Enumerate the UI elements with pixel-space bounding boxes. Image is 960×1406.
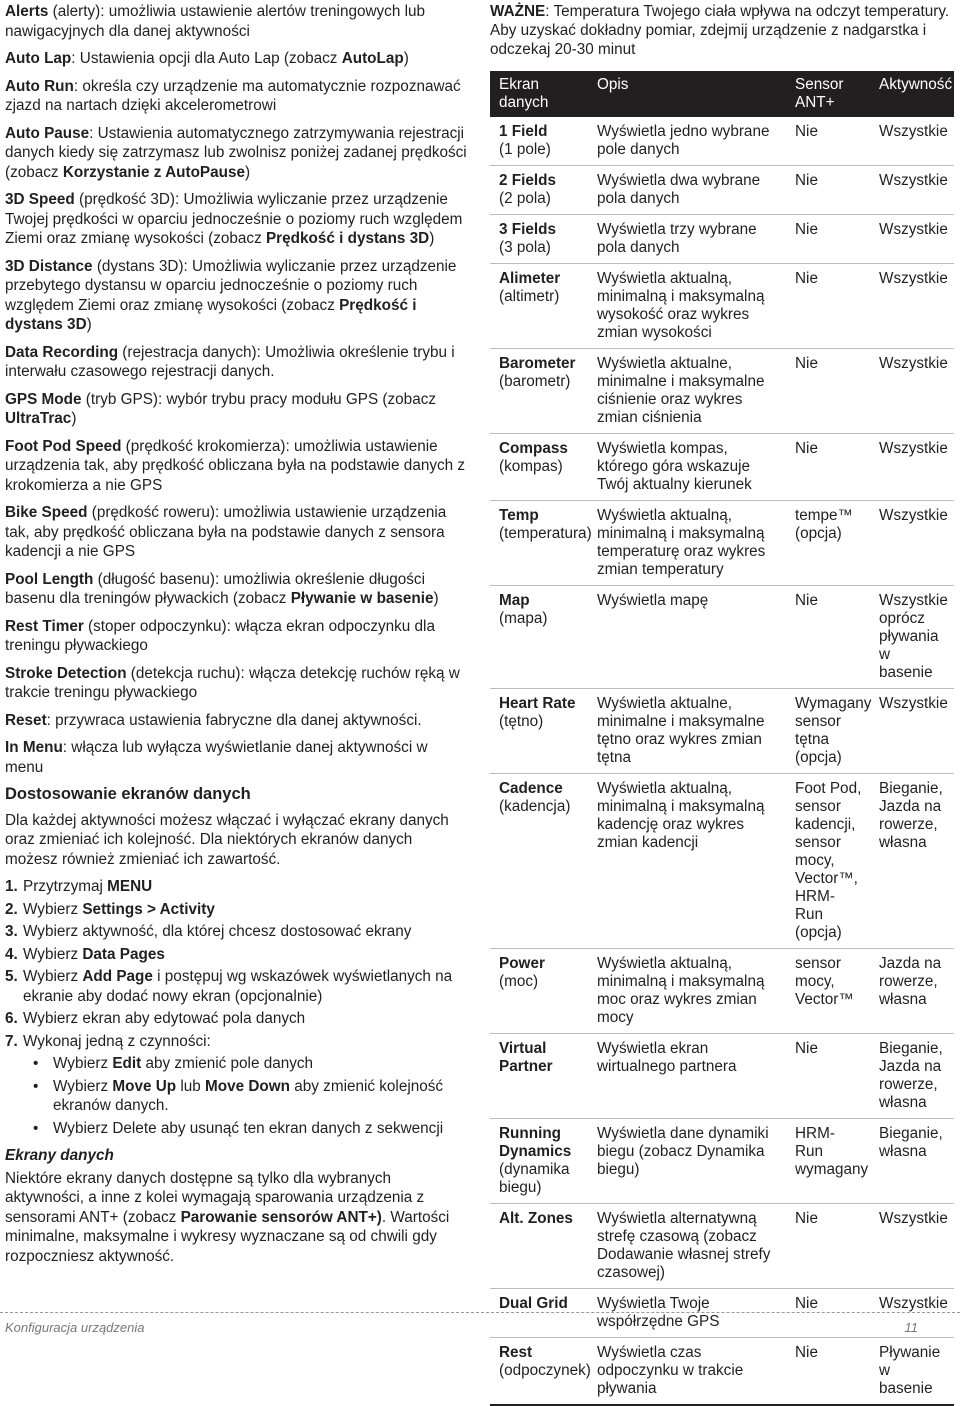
setting-term: Auto Run (5, 77, 74, 95)
page-number: 11 (904, 1320, 918, 1335)
subsection-title: Ekrany danych (5, 1147, 114, 1164)
activity-cell: Wszystkie (879, 695, 948, 712)
screen-name: 1 Field (499, 123, 548, 140)
screen-cell (490, 1338, 591, 1406)
setting-term: Stroke Detection (5, 664, 127, 682)
bullet-dot: • (33, 1077, 39, 1095)
sensor-cell: HRM-Run wymagany (795, 1125, 869, 1178)
screen-cell (490, 434, 588, 501)
screen-translation: (altimetr) (499, 288, 560, 305)
setting-desc: (detekcja ruchu): włącza detekcję ruchów ręką w trakcie treningu pływackiego (5, 664, 460, 701)
setting-desc: (dystans 3D): Umożliwia wyliczanie przez urządzenie przebytego dystansu w oparciu jednocześnie o poziomy ruch względem Ziemi oraz zmianę wysokości (zobacz (5, 257, 457, 314)
step-number: 1. (5, 878, 18, 895)
table-header-cell: Ekran danych (490, 71, 588, 117)
setting-term: Alerts (5, 3, 49, 20)
screen-translation: (barometr) (499, 373, 571, 390)
sensor-cell: Nie (795, 440, 818, 457)
setting-desc-end: ) (403, 50, 409, 67)
setting-item (5, 664, 467, 703)
important-text: : Temperatura Twojego ciała wpływa na odczyt temperatury. Aby uzyskać dokładny pomiar, zdejmij urządzenie z nadgarstka i odczekaj 20-30 minut (490, 3, 950, 58)
screen-cell (490, 689, 588, 774)
step-text: Wybierz (23, 900, 83, 918)
setting-item (5, 738, 467, 777)
activity-cell: Wszystkie (879, 1210, 948, 1227)
step-item (5, 877, 467, 897)
activity-cell: Bieganie, własna (879, 1125, 943, 1160)
step-text: Wykonaj jedną z czynności: (23, 1032, 211, 1050)
screen-cell (490, 586, 588, 689)
bullet-command: Move Up (112, 1077, 177, 1095)
sensor-cell: Nie (795, 1210, 818, 1227)
sensor-cell: Nie (795, 123, 818, 140)
setting-ref-link[interactable]: Korzystanie z AutoPause (62, 163, 246, 181)
bullet-command: Edit (112, 1055, 142, 1072)
setting-desc-end: ) (245, 163, 251, 181)
footer-section-title: Konfiguracja urządzenia (5, 1320, 145, 1335)
section-intro: Dla każdej aktywności możesz włączać i wyłączać ekrany danych oraz zmieniać ich kolejność. Dla niektórych ekranów danych możesz również zmieniać ich zawartość. (5, 811, 449, 868)
settings-list (5, 2, 467, 777)
table-row (490, 1338, 954, 1406)
setting-item (5, 2, 467, 41)
table-row (490, 1119, 954, 1204)
step-text: Wybierz aktywność, dla której chcesz dostosować ekrany (23, 923, 412, 940)
table-row (490, 949, 954, 1034)
screen-name: 3 Fields (499, 221, 556, 238)
screen-name: Cadence (499, 780, 563, 797)
setting-item (5, 77, 467, 116)
activity-cell: Wszystkie (879, 507, 948, 524)
setting-desc: (tryb GPS): wybór trybu pracy modułu GPS (zobacz (81, 390, 436, 408)
screen-cell (490, 1119, 588, 1204)
description-cell: Wyświetla aktualne, minimalne i maksymalne tętno oraz wykres zmian tętna (597, 695, 765, 766)
sensor-cell: Nie (795, 172, 818, 189)
important-label: WAŻNE (490, 3, 546, 20)
bullet-text-end: aby zmienić kolejność ekranów danych. (53, 1077, 444, 1114)
step-number: 3. (5, 923, 18, 940)
activity-cell: Wszystkie (879, 355, 948, 372)
screen-name: Alimeter (499, 270, 561, 287)
bullets-list (5, 1054, 467, 1138)
screen-name: Heart Rate (499, 695, 576, 712)
step-command: Data Pages (82, 945, 165, 963)
activity-cell: Bieganie, Jazda na rowerze, własna (879, 1040, 943, 1111)
important-note (490, 2, 954, 59)
setting-desc-end: ) (86, 316, 92, 333)
screen-translation: (mapa) (499, 610, 548, 627)
description-cell: Wyświetla aktualne, minimalne i maksymalne ciśnienie oraz wykres zmian ciśnienia (597, 355, 765, 426)
screen-translation: (temperatura) (499, 525, 592, 542)
setting-term: Pool Length (5, 570, 94, 588)
setting-desc: (prędkość roweru): umożliwia ustawienie urządzenia tak, aby prędkość obliczana była na podstawie danych z sensora kadencji a nie GPS (5, 504, 447, 560)
activity-cell: Wszystkie (879, 221, 948, 238)
step-text: Wybierz (23, 968, 83, 985)
table-row (490, 689, 954, 774)
setting-term: Foot Pod Speed (5, 437, 122, 455)
table-header-cell: Sensor ANT+ (786, 71, 870, 117)
activity-cell: Jazda na rowerze, własna (879, 955, 942, 1008)
step-text: Wybierz ekran aby edytować pola danych (23, 1010, 306, 1027)
sensor-cell: Nie (795, 221, 818, 238)
screen-name: Virtual Partner (499, 1040, 553, 1075)
sensor-cell: Nie (795, 592, 818, 609)
activity-cell: Wszystkie (879, 440, 948, 457)
screen-translation: (odpoczynek) (499, 1362, 591, 1379)
step-command: Settings > Activity (82, 900, 215, 918)
screen-name: Running Dynamics (499, 1125, 572, 1160)
table-row (490, 1289, 954, 1338)
screen-name: Power (499, 955, 545, 972)
setting-term: Bike Speed (5, 504, 88, 521)
screen-name: Dual Grid (499, 1295, 568, 1312)
screen-name: Temp (499, 507, 539, 524)
description-cell: Wyświetla czas odpoczynku w trakcie pływania (597, 1344, 744, 1397)
description-cell: Wyświetla aktualną, minimalną i maksymalną kadencję oraz wykres zmian kadencji (597, 780, 765, 851)
setting-term: Auto Lap (5, 50, 72, 67)
sensor-cell: Nie (795, 1295, 818, 1312)
bullet-text: Wybierz (53, 1055, 113, 1072)
setting-term: GPS Mode (5, 390, 82, 408)
bullet-item (5, 1077, 467, 1116)
steps-list (5, 877, 467, 1051)
description-cell: Wyświetla kompas, którego góra wskazuje Twój aktualny kierunek (597, 440, 752, 493)
screen-cell (490, 166, 588, 215)
screen-cell (490, 117, 588, 166)
setting-desc: : przywraca ustawienia fabryczne dla danej aktywności. (46, 711, 422, 729)
activity-cell: Wszystkie oprócz pływania w basenie (879, 592, 948, 681)
closing-text: Niektóre ekrany danych dostępne są tylko dla wybranych aktywności, a inne z kolei wymagają sparowania urządzenia z sensorami ANT+ (zobacz (5, 1169, 425, 1226)
step-text-end: i postępuj wg wskazówek wyświetlanych na ekranie aby dodać nowy ekran (opcjonalnie) (23, 968, 453, 1005)
table-row (490, 1204, 954, 1289)
step-text: Przytrzymaj (23, 878, 108, 895)
screen-name: Compass (499, 440, 568, 457)
table-row (490, 434, 954, 501)
screen-translation: (moc) (499, 973, 539, 990)
table-body (490, 117, 954, 1405)
right-column (490, 2, 954, 1406)
description-cell: Wyświetla aktualną, minimalną i maksymalną temperaturę oraz wykres zmian temperatury (597, 507, 766, 578)
setting-term: In Menu (5, 739, 63, 756)
setting-item (5, 570, 467, 609)
section-title: Dostosowanie ekranów danych (5, 785, 251, 803)
setting-desc: (prędkość krokomierza): umożliwia ustawienie urządzenia tak, aby prędkość obliczana była na podstawie danych z krokomierza a nie GPS (5, 437, 466, 494)
setting-item (5, 503, 467, 562)
bullet-dot: • (33, 1119, 39, 1137)
setting-desc: (stoper odpoczynku): włącza ekran odpoczynku dla treningu pływackiego (5, 617, 435, 654)
description-cell: Wyświetla mapę (597, 592, 709, 609)
description-cell: Wyświetla dane dynamiki biegu (zobacz Dynamika biegu) (597, 1125, 769, 1178)
screen-name: Alt. Zones (499, 1210, 573, 1227)
setting-item (5, 49, 467, 69)
setting-ref-link[interactable]: UltraTrac (5, 410, 72, 427)
setting-term: Reset (5, 711, 47, 729)
setting-ref-link[interactable]: AutoLap (341, 50, 404, 67)
screen-translation: (kadencja) (499, 798, 571, 815)
step-item (5, 900, 467, 920)
setting-desc-end: ) (433, 590, 439, 607)
description-cell: Wyświetla Twoje współrzędne GPS (597, 1295, 720, 1330)
closing-link[interactable]: Parowanie sensorów ANT+) (180, 1208, 382, 1226)
bullet-text-mid: lub (176, 1077, 206, 1095)
data-screens-table (490, 71, 954, 1406)
setting-desc: (prędkość 3D): Umożliwia wyliczanie przez urządzenie Twojej prędkości w oparciu jednocześnie o poziomy ruch względem Ziemi oraz zmianę wysokości (zobacz (5, 191, 463, 247)
screen-translation: (dynamika biegu) (499, 1161, 570, 1196)
setting-desc: : włącza lub wyłącza wyświetlanie danej aktywności w menu (5, 739, 428, 776)
setting-term: 3D Distance (5, 257, 93, 275)
setting-term: 3D Speed (5, 191, 75, 208)
table-row (490, 215, 954, 264)
setting-item (5, 437, 467, 496)
sensor-cell: sensor mocy, Vector™ (795, 955, 854, 1008)
screen-cell (490, 949, 588, 1034)
table-header-cell: Opis (588, 71, 786, 117)
setting-desc: (długość basenu): umożliwia określenie długości basenu dla treningów pływackich (zobacz (5, 570, 425, 607)
screen-translation: (1 pole) (499, 141, 551, 158)
setting-item (5, 711, 467, 731)
setting-ref-link[interactable]: Pływanie w basenie (290, 590, 434, 607)
sensor-cell: tempe™ (opcja) (795, 507, 853, 542)
bullet-text-mid: aby zmienić pole danych (141, 1055, 314, 1072)
left-column (5, 2, 467, 1274)
activity-cell: Pływanie w basenie (879, 1344, 941, 1397)
table-row (490, 774, 954, 949)
footer-divider (0, 1312, 960, 1313)
description-cell: Wyświetla ekran wirtualnego partnera (597, 1040, 737, 1075)
setting-desc: : Ustawienia opcji dla Auto Lap (zobacz (71, 50, 342, 67)
table-row (490, 586, 954, 689)
setting-desc-end: ) (71, 410, 77, 427)
description-cell: Wyświetla aktualną, minimalną i maksymalną wysokość oraz wykres zmian wysokości (597, 270, 765, 341)
bullet-dot: • (33, 1055, 39, 1072)
step-item (5, 1009, 467, 1029)
bullet-item (5, 1054, 467, 1074)
setting-desc: (rejestracja danych): Umożliwia określenie trybu i interwału czasowego rejestracji danych. (5, 343, 455, 380)
table-row (490, 349, 954, 434)
activity-cell: Wszystkie (879, 1295, 948, 1312)
screen-cell (490, 1289, 588, 1338)
description-cell: Wyświetla trzy wybrane pola danych (597, 221, 757, 256)
description-cell: Wyświetla alternatywną strefę czasową (zobacz Dodawanie własnej strefy czasowej) (597, 1210, 771, 1281)
setting-item (5, 617, 467, 656)
screen-translation: (kompas) (499, 458, 563, 475)
table-row (490, 501, 954, 586)
activity-cell: Bieganie, Jazda na rowerze, własna (879, 780, 943, 851)
description-cell: Wyświetla aktualną, minimalną i maksymalną moc oraz wykres zmian mocy (597, 955, 765, 1026)
screen-name: Barometer (499, 355, 576, 372)
screen-name: 2 Fields (499, 172, 556, 189)
setting-desc-end: ) (429, 230, 435, 247)
closing-text-end: . Wartości minimalne, maksymalne i wykresy wyznaczane są od chwili gdy rozpoczniesz aktywność. (5, 1208, 450, 1265)
bullet-command-2: Move Down (205, 1077, 291, 1095)
setting-term: Auto Pause (5, 124, 90, 142)
step-number: 4. (5, 945, 18, 963)
description-cell: Wyświetla jedno wybrane pole danych (597, 123, 770, 158)
step-text: Wybierz (23, 945, 83, 963)
screen-translation: (2 pola) (499, 190, 551, 207)
activity-cell: Wszystkie (879, 172, 948, 189)
setting-desc: : określa czy urządzenie ma automatycznie rozpoznawać zjazd na nartach dzięki akcelerometrowi (5, 77, 461, 114)
step-command: Add Page (82, 968, 153, 985)
table-header-cell: Aktywność (870, 71, 954, 117)
setting-desc: : Ustawienia automatycznego zatrzymywania rejestracji danych kiedy się zatrzymasz lub zwolnisz poniżej zadanej prędkości (zobacz (5, 124, 467, 181)
setting-item (5, 190, 467, 249)
sensor-cell: Nie (795, 1344, 818, 1361)
closing-paragraph (5, 1169, 467, 1267)
screen-cell (490, 501, 592, 586)
screen-cell (490, 1204, 588, 1289)
screen-cell (490, 215, 588, 264)
table-row (490, 117, 954, 166)
step-command: MENU (107, 878, 153, 895)
sensor-cell: Wymagany sensor tętna (opcja) (795, 695, 872, 766)
table-row (490, 1034, 954, 1119)
setting-ref-link[interactable]: Prędkość i dystans 3D (265, 230, 430, 247)
activity-cell: Wszystkie (879, 123, 948, 140)
setting-item (5, 343, 467, 382)
setting-item (5, 390, 467, 429)
screen-cell (490, 774, 588, 949)
step-item (5, 1032, 467, 1052)
screen-cell (490, 264, 588, 349)
step-number: 6. (5, 1010, 18, 1027)
screen-name: Rest (499, 1344, 533, 1361)
step-number: 7. (5, 1032, 18, 1050)
screen-translation: (3 pola) (499, 239, 551, 256)
bullet-item (5, 1119, 467, 1139)
step-item (5, 922, 467, 942)
table-row (490, 166, 954, 215)
table-header-row (490, 71, 954, 117)
setting-term: Data Recording (5, 343, 119, 361)
bullet-text: Wybierz (53, 1077, 113, 1095)
screen-name: Map (499, 592, 530, 609)
setting-ref-link[interactable]: Prędkość i dystans 3D (5, 296, 417, 333)
bullet-text: Wybierz Delete aby usunąć ten ekran danych z sekwencji (53, 1119, 444, 1137)
activity-cell: Wszystkie (879, 270, 948, 287)
step-number: 5. (5, 968, 18, 985)
setting-item (5, 124, 467, 183)
sensor-cell: Foot Pod, sensor kadencji, sensor mocy, Vector™, HRM-Run (opcja) (795, 780, 862, 941)
step-item (5, 945, 467, 965)
sensor-cell: Nie (795, 1040, 818, 1057)
table-row (490, 264, 954, 349)
setting-term: Rest Timer (5, 617, 84, 635)
screen-cell (490, 1034, 588, 1119)
setting-item (5, 257, 467, 335)
description-cell: Wyświetla dwa wybrane pola danych (597, 172, 761, 207)
step-item (5, 967, 467, 1006)
setting-desc: (alerty): umożliwia ustawienie alertów treningowych lub nawigacyjnych dla danej aktywności (5, 3, 425, 40)
screen-cell (490, 349, 588, 434)
screen-translation: (tętno) (499, 713, 544, 730)
sensor-cell: Nie (795, 355, 818, 372)
step-number: 2. (5, 900, 18, 918)
sensor-cell: Nie (795, 270, 818, 287)
